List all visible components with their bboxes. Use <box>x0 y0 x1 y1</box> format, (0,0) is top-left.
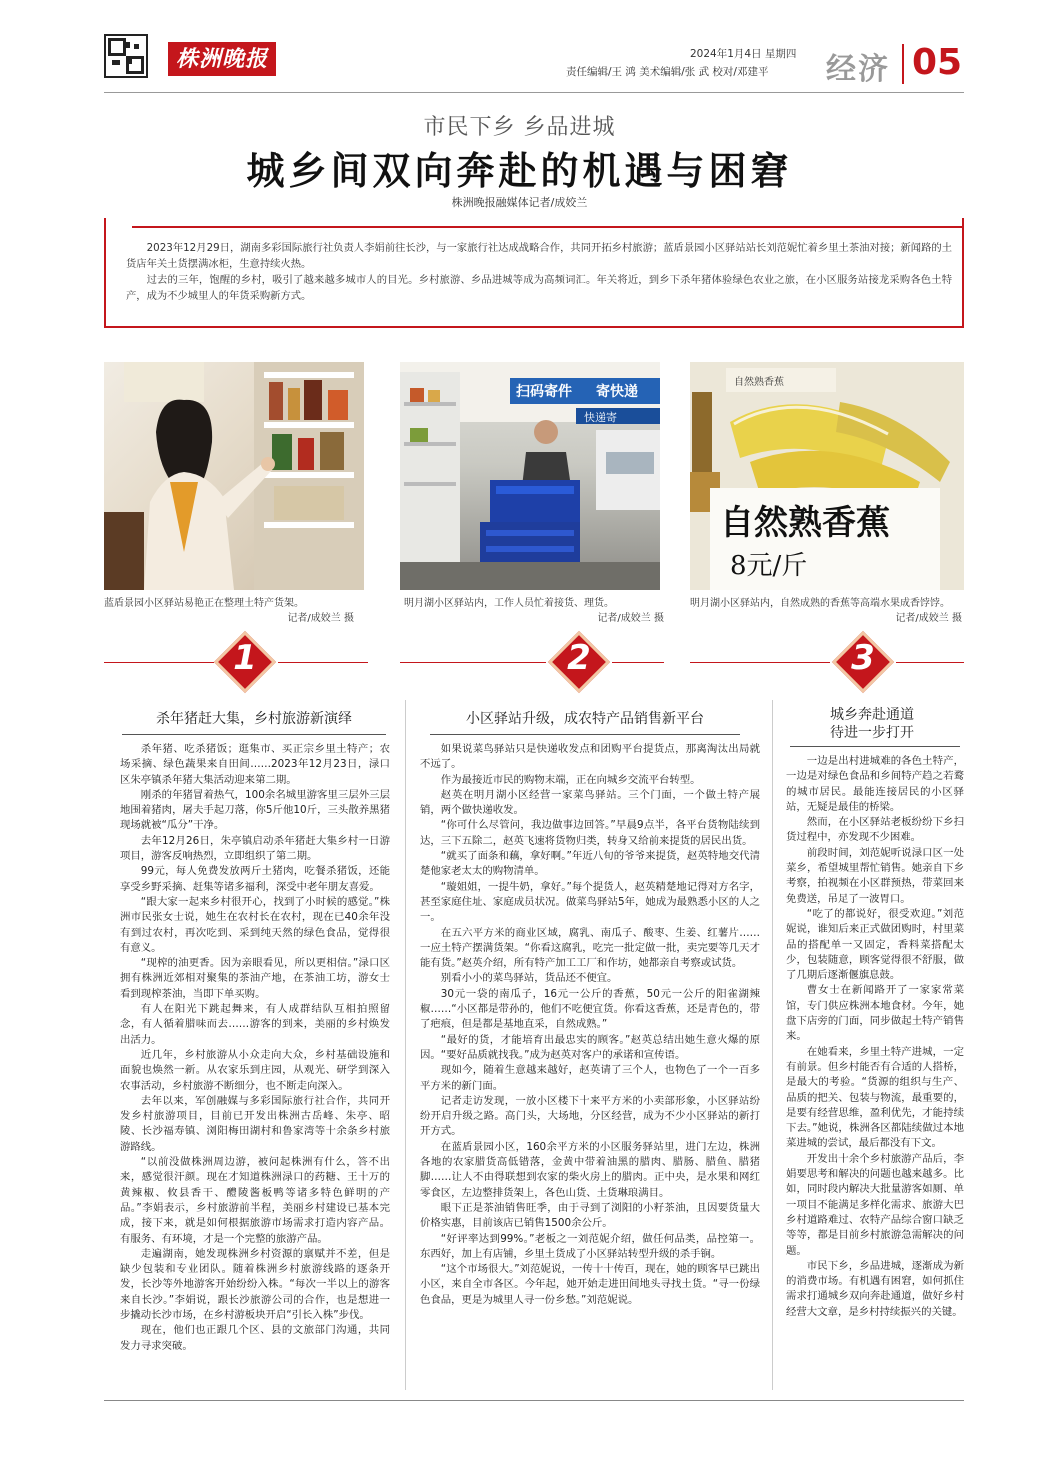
article-title: 城乡间双向奔赴的机遇与困窘 <box>246 149 793 193</box>
intro-text <box>126 240 952 304</box>
section-number: 2 <box>567 638 591 678</box>
body-paragraph: “最好的货，才能培育出最忠实的顾客。”赵英总结出她生意火爆的原因。“要好品质就找我。”成为赵英对客户的承诺和宣传语。 <box>420 1033 760 1061</box>
article-kicker: 市民下乡 乡品进城 <box>423 115 616 140</box>
photo-courier-station <box>400 362 660 590</box>
header-rule <box>104 92 964 93</box>
body-paragraph: 一边是出村进城难的各色土特产，一边是对绿色食品和乡间特产趋之若鹜的城市居民。最能连接居民的小区驿站，无疑是最佳的桥梁。 <box>786 755 964 813</box>
section-number: 1 <box>233 638 257 678</box>
body-paragraph: 刚杀的年猪冒着热气，100余名城里游客里三层外三层地围着猪肉，屠夫手起刀落，你5斤他10斤，三头散养黑猪现场就被“瓜分”干净。 <box>120 788 390 832</box>
body-paragraph: “好评率达到99%。”老板之一刘范妮介绍，做任何品类，品控第一。东西好，加上有店铺，乡里土货成了小区驿站转型升级的杀手锏。 <box>420 1232 760 1260</box>
badge-rule <box>278 662 368 663</box>
body-paragraph: 30元一袋的南瓜子，16元一公斤的香蕉，50元一公斤的阳雀湖辣椒……“小区都是带孙的，他们不吃便宜货。你看这香蕉，还是青色的，带了疤痕，但是都是基地直采，自然成熟。” <box>420 987 760 1031</box>
qr-code <box>104 34 148 78</box>
section-body-3 <box>786 754 964 1320</box>
body-paragraph: “以前没做株洲周边游，被问起株洲有什么，答不出来，感觉很汗颜。现在才知道株洲渌口的药糖、王十万的黄辣椒、攸县香干、醴陵酱板鸭等诸多特色鲜明的产品。”李娟表示，乡村旅游前半程，美丽乡村建设已基本完成，接下来，就是如何根据旅游市场需求打造内容产品。有服务、有环境，才是一个完整的旅游产品。 <box>120 1156 390 1245</box>
photo-3-illustration <box>690 362 964 590</box>
section-number-badge-3 <box>832 634 894 690</box>
caption-text: 蓝盾景园小区驿站易艳正在整理土特产货架。 <box>104 598 304 609</box>
box-label-text: 自然熟香蕉 <box>734 377 784 388</box>
body-paragraph: 开发出十余个乡村旅游产品后，李娟要思考和解决的问题也越来越多。比如，同时段内解决大批量游客如厕、单一项目不能满足多样化需求、旅游大巴乡村道路难过、农特产品综合窗口缺乏等等，都是目前乡村旅游急需解决的问题。 <box>786 1152 964 1257</box>
photo-bananas <box>690 362 964 590</box>
body-paragraph: 前段时间，刘范妮听说渌口区一处菜乡，希望城里帮忙销售。她亲自下乡考察，拍视频在小区群预热，带菜回来免费送，吊足了一波胃口。 <box>786 846 964 905</box>
body-paragraph: 如果说菜鸟驿站只是快递收发点和团购平台提货点，那离淘汰出局就不远了。 <box>420 743 760 771</box>
section-number-badge-1 <box>214 634 276 690</box>
body-paragraph: 记者走访发现，一放小区楼下十来平方米的小卖部形象，小区驿站纷纷开启升级之路。高门头，大场地，分区经营，成为不少小区驿站的新打开方式。 <box>420 1094 760 1138</box>
column-divider <box>772 700 773 1390</box>
body-paragraph: 在她看来，乡里土特产进城，一定有前景。但乡村能否有合适的人搭桥，是最大的考验。“货源的组织与生产、品质的把关、包装与物流，最重要的，是要有经营思维，盈利优先，才能持续下去。”她说，株洲各区都陆续做过本地菜进城的尝试，最后都没有下文。 <box>786 1045 964 1150</box>
body-paragraph: “璇姐姐，一提牛奶，拿好。”每个提货人，赵英精楚地记得对方名字，甚至家庭住址、家庭成员状况。做菜鸟驿站5年，她成为最熟悉小区的人之一。 <box>420 880 760 924</box>
editors-line: 责任编辑/王 鸿 美术编辑/张 武 校对/邓建平 <box>566 66 769 78</box>
photo-caption-3 <box>690 596 962 626</box>
section-name: 经济 <box>826 52 890 87</box>
badge-rule <box>104 662 214 663</box>
body-paragraph: “这个市场很大。”刘范妮说，一传十十传百，现在，她的顾客早已跳出小区，来自全市各区。今年起，她开始走进田间地头寻找土货。“寻一份绿色食品，更是为城里人寻一份乡愁。”刘范妮说。 <box>420 1263 760 1306</box>
photo-caption-2 <box>404 596 664 626</box>
photo-1-illustration <box>104 362 364 590</box>
section-body-1 <box>120 742 390 1354</box>
body-paragraph: 近几年，乡村旅游从小众走向大众，乡村基础设施和面貌也焕然一新。从农家乐到庄园，从观光、研学到深入农事活动，乡村旅游不断细分，也不断走向深入。 <box>120 1048 390 1092</box>
section-number-badge-2 <box>548 634 610 690</box>
body-paragraph: 去年以来，军创融媒与多彩国际旅行社合作，共同开发乡村旅游项目，目前已开发出株洲古岳峰、朱亭、昭陵、长沙福寿镇、浏阳梅田湖村和鲁家湾等十余条乡村旅游路线。 <box>120 1094 390 1153</box>
newspaper-logo: 株洲晚报 <box>168 42 276 76</box>
title-underline <box>790 746 960 747</box>
body-paragraph: 赵英在明月湖小区经营一家菜鸟驿站。三个门面，一个做土特产展销，两个做快递收发。 <box>420 788 760 817</box>
intro-paragraph: 2023年12月29日，湖南多彩国际旅行社负责人李娟前往长沙，与一家旅行社达成战略合作，共同开拓乡村旅游；蓝盾景园小区驿站站长刘范妮忙着乡里土茶油对接；新闻路的土货店年关土货摆满冰柜，生意持续火热。 <box>126 242 952 270</box>
body-paragraph: 曹女士在新闻路开了一家家常菜馆，专门供应株洲本地食材。今年，她盘下店旁的门面，同步做起土特产销售来。 <box>786 984 964 1043</box>
photo-2-illustration <box>400 362 660 590</box>
body-paragraph: “跟大家一起来乡村很开心，找到了小时候的感觉。”株洲市民张女士说，她生在农村长在农村，现在已40余年没有到过农村，再次吃到、采到纯天然的绿色食品，觉得很有意义。 <box>120 895 390 954</box>
photo-caption-1 <box>104 596 354 626</box>
body-paragraph: 在蓝盾景园小区，160余平方米的小区服务驿站里，进门左边，株洲各地的农家腊货高低错落，金黄中带着油黑的腊肉、腊肠、腊鱼、腊猪脚……让人不由得联想到农家的柴火房上的腊肉。正中央，是水果和网红零食区，左边整排货架上，各色山货、土货琳琅满目。 <box>420 1140 760 1199</box>
body-paragraph: 然而，在小区驿站老板纷纷下乡扫货过程中，亦发现不少困难。 <box>786 816 964 844</box>
intro-box <box>104 218 964 328</box>
station-sign-text: 扫码寄件 <box>516 384 572 400</box>
handwritten-sign-title: 自然熟香蕉 <box>720 503 890 543</box>
body-paragraph: “就买了面条和藕，拿好啊。”年近八旬的爷爷来提货，赵英特地交代清楚他家老太太的购物清单。 <box>420 850 760 878</box>
section-title-1: 杀年猪赶大集，乡村旅游新演绎 <box>156 711 352 727</box>
body-paragraph: 走遍湖南，她发现株洲乡村资源的禀赋并不差，但是缺少包装和专业团队。随着株洲乡村旅游线路的逐条开发，长沙等外地游客开始纷纷入株。“每次一半以上的游客来自长沙。”李娟说，跟长沙旅游公司的合作，也是想进一步撬动长沙市场，在乡村游板块开启“引长入株”步伐。 <box>120 1247 390 1321</box>
station-sign-text: 寄快递 <box>596 384 638 400</box>
body-paragraph: 作为最接近市民的购物末端，正在向城乡交流平台转型。 <box>440 773 701 786</box>
body-paragraph: 在五六平方米的商业区域，腐乳、南瓜子、酸枣、生姜、红薯片……一应土特产摆满货架。“你看这腐乳，吃完一批定做一批，卖完要等几天才能有货。”赵英介绍，所有特产加工工厂和作坊，她都亲自考察或试货。 <box>420 926 760 970</box>
body-paragraph: “吃了的都说好，很受欢迎。”刘范妮说，谁知后来正式做团购时，村里菜品的搭配单一又固定，香料菜搭配太少，包装随意，顾客觉得很不舒服，做了几期后逐渐偃旗息鼓。 <box>786 907 964 982</box>
footer-rule <box>104 1400 964 1401</box>
body-paragraph: “现榨的油更香。因为亲眼看见，所以更相信。”渌口区拥有株洲近郊相对聚集的茶油产地，在茶油工坊，游女士看到现榨茶油，当即下单买购。 <box>120 957 390 1000</box>
body-paragraph: 有人在阳光下跳起舞来，有人成群结队互相拍照留念，有人循着腊味而去……游客的到来，美丽的乡村焕发出活力。 <box>120 1003 390 1046</box>
caption-text: 明月湖小区驿站内，工作人员忙着接货、理货。 <box>404 598 614 609</box>
body-paragraph: 现在，他们也正跟几个区、县的文旅部门沟通，共同发力寻求突破。 <box>120 1324 390 1352</box>
body-paragraph: 99元，每人免费发放两斤土猪肉，吃餐杀猪饭，还能享受乡野采摘、赶集等诸多福利，深受中老年朋友喜爱。 <box>120 865 390 893</box>
badge-rule <box>612 662 664 663</box>
section-number: 3 <box>851 638 875 678</box>
intro-paragraph: 过去的三年，饱醒的乡村，吸引了越来越多城市人的目光。乡村旅游、乡品进城等成为高频词汇。年关将近，到乡下杀年猪体验绿色农业之旅，在小区服务站接龙采购各色土特产，成为不少城里人的年货采购新方式。 <box>126 274 952 302</box>
issue-date: 2024年1月4日 星期四 <box>690 48 797 60</box>
title-underline <box>122 734 386 735</box>
article-byline: 株洲晚报融媒体记者/成姣兰 <box>451 196 588 209</box>
caption-text: 明月湖小区驿站内，自然成熟的香蕉等高端水果成香饽饽。 <box>690 598 950 609</box>
page-number: 05 <box>912 42 963 83</box>
handwritten-sign-price: 8元/斤 <box>730 551 808 581</box>
caption-credit: 记者/成姣兰 摄 <box>895 613 962 624</box>
badge-rule <box>400 662 546 663</box>
body-paragraph: 杀年猪、吃杀猪饭；逛集市、买正宗乡里土特产；农场采摘、绿色蔬果来自田间……2023年12月23日，渌口区朱亭镇杀年猪大集活动迎来第二期。 <box>120 743 390 786</box>
caption-credit: 记者/成姣兰 摄 <box>597 613 664 624</box>
title-underline <box>430 734 740 735</box>
station-sign-text: 快递寄 <box>584 411 617 424</box>
body-paragraph: 眼下正是茶油销售旺季，由于寻到了浏阳的小籽茶油，且因要货量大价格实惠，目前该店已销售1500余公斤。 <box>420 1201 760 1230</box>
section-body-2 <box>420 742 760 1308</box>
body-paragraph: 市民下乡，乡品进城，逐渐成为新的消费市场。有机遇有困窘，如何抓住需求打通城乡双向奔赴通道，做好乡村经营大文章，是乡村持续振兴的关键。 <box>786 1259 964 1318</box>
badge-rule <box>896 662 964 663</box>
badge-rule <box>690 662 830 663</box>
section-divider <box>902 44 904 84</box>
body-paragraph: 现如今，随着生意越来越好，赵英请了三个人，也物色了一个一百多平方米的新门面。 <box>420 1064 760 1092</box>
photo-shelf-worker <box>104 362 364 590</box>
body-paragraph: 去年12月26日，朱亭镇启动杀年猪赶大集乡村一日游项目，游客反响热烈，立即组织了第二期。 <box>120 834 390 863</box>
section-title-2: 小区驿站升级，成农特产品销售新平台 <box>466 711 704 727</box>
body-paragraph: “你可什么尽管问，我边做事边回答。”早晨9点半，各平台货物陆续到达，三下五除二，赵英飞速将货物归类，转身又给前来提货的居民出货。 <box>420 819 760 847</box>
body-paragraph: 别看小小的菜鸟驿站，货品还不便宜。 <box>440 972 618 985</box>
caption-credit: 记者/成姣兰 摄 <box>287 613 354 624</box>
column-divider <box>405 700 406 1390</box>
section-title-3: 城乡奔赴通道 待进一步打开 <box>830 707 914 741</box>
